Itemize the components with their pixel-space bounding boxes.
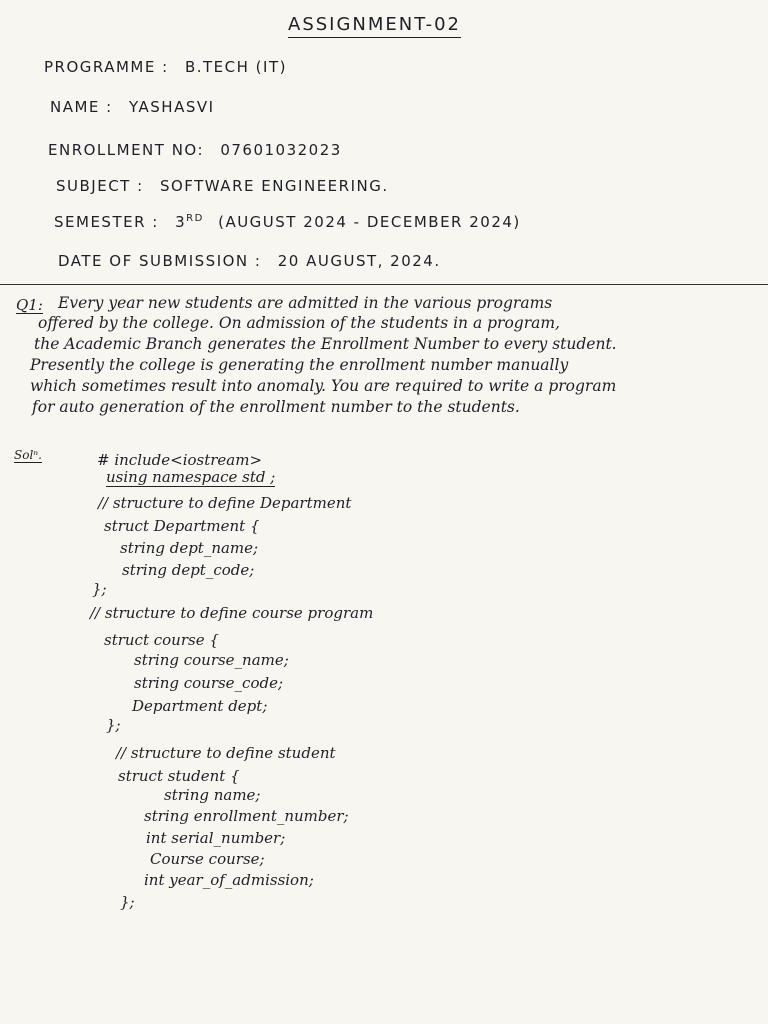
code-line: string course_code; — [134, 674, 284, 692]
subject-label: SUBJECT : — [56, 177, 144, 195]
code-line: string dept_code; — [122, 561, 255, 579]
subject-row — [56, 177, 389, 195]
semester-row — [54, 213, 521, 231]
programme-row — [44, 58, 287, 76]
subject-value: SOFTWARE ENGINEERING. — [159, 177, 389, 195]
date-value: 20 AUGUST, 2024. — [277, 252, 441, 270]
assignment-title: ASSIGNMENT-02 — [288, 14, 461, 38]
enrollment-row — [48, 141, 342, 159]
code-line: Course course; — [150, 850, 265, 868]
date-label: DATE OF SUBMISSION : — [58, 252, 262, 270]
section-divider — [0, 284, 768, 285]
question-line: the Academic Branch generates the Enrollment Number to every student. — [34, 335, 617, 353]
code-line: struct Department { — [104, 517, 260, 535]
code-line: string dept_name; — [120, 539, 259, 557]
semester-number: 3 — [175, 213, 187, 231]
semester-period: (AUGUST 2024 - DECEMBER 2024) — [218, 213, 521, 231]
enrollment-label: ENROLLMENT NO: — [48, 141, 205, 159]
question-line: Every year new students are admitted in the various programs — [58, 294, 553, 312]
code-line: struct course { — [104, 631, 219, 649]
date-row — [58, 252, 441, 270]
code-line: string name; — [164, 786, 261, 804]
code-line: # include<iostream> — [97, 451, 263, 469]
enrollment-value: 07601032023 — [220, 141, 342, 159]
question-line: Presently the college is generating the enrollment number manually — [30, 356, 569, 374]
name-row — [50, 98, 215, 116]
code-line: string course_name; — [134, 651, 289, 669]
solution-label: Solⁿ. — [14, 448, 42, 462]
name-value: YASHASVI — [129, 98, 215, 116]
code-line: int year_of_admission; — [144, 871, 314, 889]
code-line: string enrollment_number; — [144, 807, 349, 825]
code-line: // structure to define course program — [90, 604, 374, 622]
programme-value: B.TECH (IT) — [184, 58, 287, 76]
code-line: int serial_number; — [146, 829, 286, 847]
code-line: using namespace std ; — [106, 468, 276, 486]
question-line: offered by the college. On admission of the students in a program, — [38, 314, 560, 332]
code-line: }; — [120, 893, 135, 911]
code-line: // structure to define Department — [98, 494, 352, 512]
code-line: // structure to define student — [116, 744, 336, 762]
question-line: which sometimes result into anomaly. You are required to write a program — [30, 377, 617, 395]
semester-label: SEMESTER : — [54, 213, 159, 231]
name-label: NAME : — [50, 98, 113, 116]
code-line: }; — [92, 580, 107, 598]
code-line: struct student { — [118, 767, 240, 785]
code-line: }; — [106, 716, 121, 734]
question-label: Q1: — [16, 296, 43, 314]
programme-label: PROGRAMME : — [44, 58, 169, 76]
code-line: Department dept; — [132, 697, 268, 715]
question-line: for auto generation of the enrollment number to the students. — [32, 398, 520, 416]
semester-suffix: RD — [186, 213, 204, 224]
